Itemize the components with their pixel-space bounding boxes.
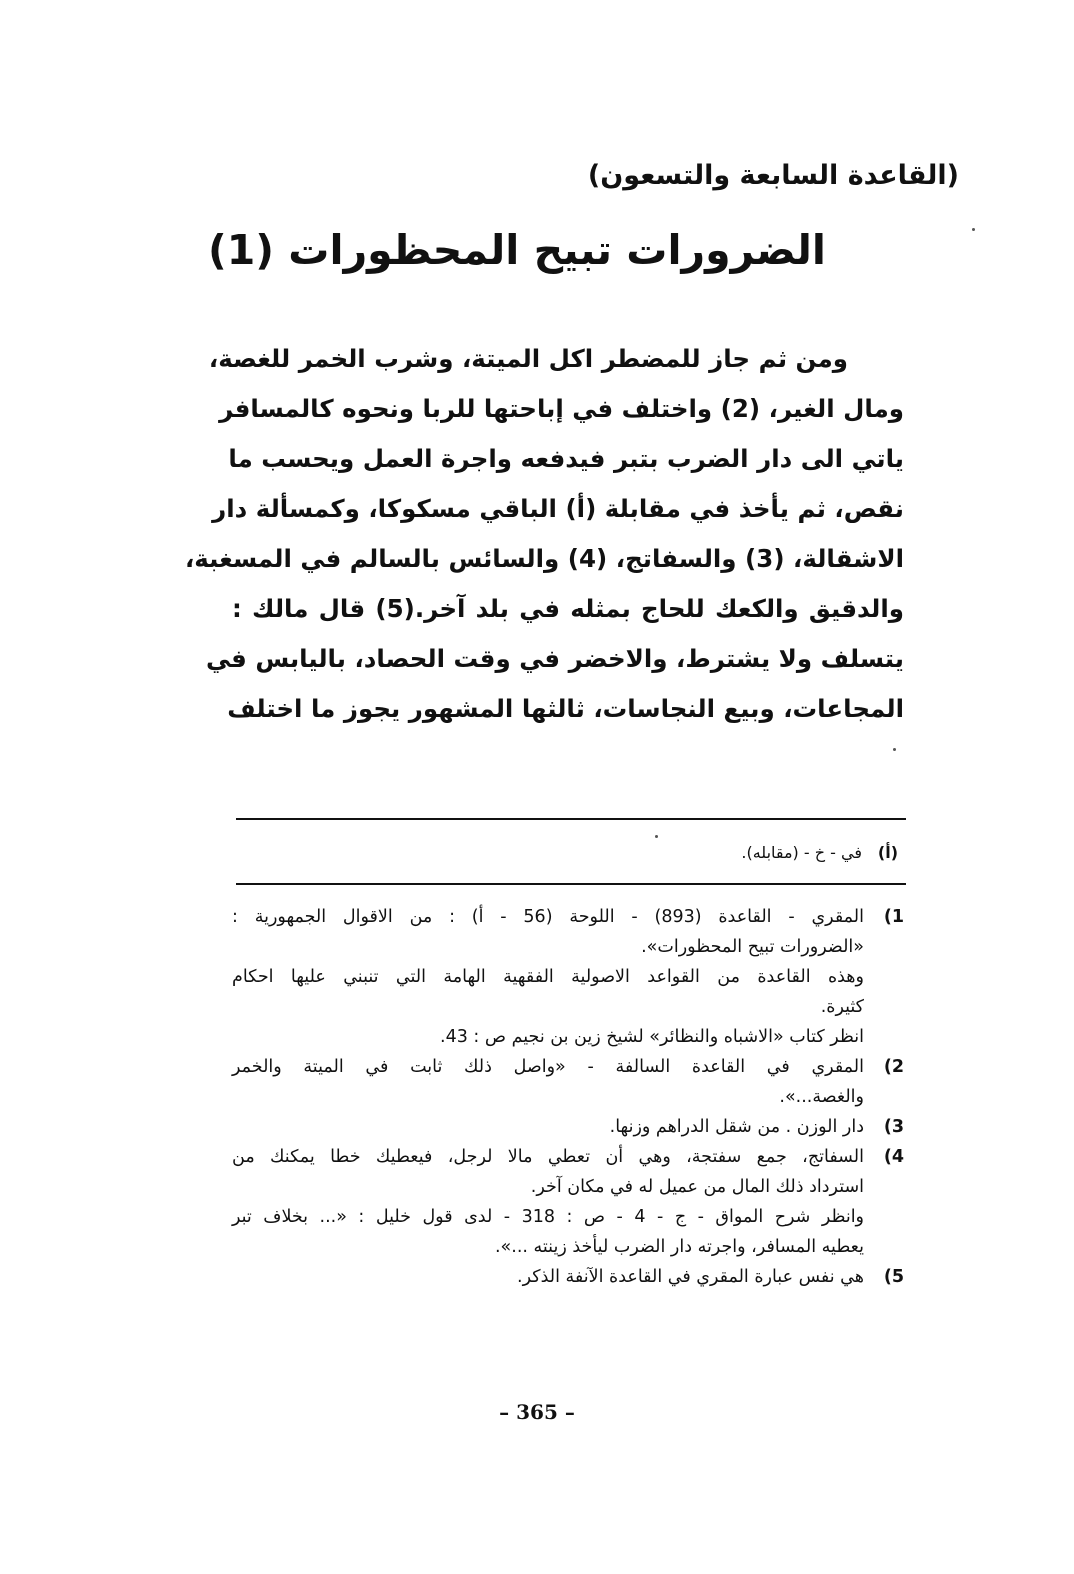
footnote-2: [232, 1052, 904, 1112]
footnote-divider-top: [236, 818, 906, 820]
footnote-body: [232, 902, 864, 1052]
body-paragraph: [184, 334, 904, 734]
variant-note-label: (أ): [877, 843, 898, 862]
footnote-number: 3): [883, 1117, 904, 1137]
footnote-line: استرداد ذلك المال من عميل له في مكان آخر.: [530, 1177, 864, 1197]
footnote-line: المقري في القاعدة السالفة - «واصل ذلك ثابت في الميتة والخمر: [232, 1057, 864, 1077]
body-line: الاشقالة، (3) والسفاتج، (4) والسائس بالسالم في المسغبة،: [184, 544, 904, 573]
footnote-number: 1): [883, 907, 904, 927]
footnote-body: [232, 1142, 864, 1262]
scan-speck: [655, 835, 658, 838]
footnote-3: [232, 1112, 904, 1142]
footnote-line: والغصة...».: [779, 1087, 864, 1107]
footnote-divider-bottom: [236, 883, 906, 885]
footnote-number: 4): [883, 1147, 904, 1167]
footnote-line: يعطيه المسافر، واجرته دار الضرب ليأخذ زينته ...».: [494, 1237, 864, 1257]
scan-speck: [893, 748, 896, 751]
body-line: ياتي الى دار الضرب بتبر فيدفعه واجرة العمل ويحسب ما: [228, 444, 904, 473]
footnote-line: المقري - القاعدة (893) - اللوحة (56 - أ) : من الاقوال الجمهورية :: [232, 907, 864, 927]
footnote-body: [232, 1262, 864, 1292]
footnote-line: وهذه القاعدة من القواعد الاصولية الفقهية الهامة التي تنبني عليها احكام: [232, 967, 864, 987]
footnotes: [232, 902, 904, 1292]
footnote-body: [232, 1052, 864, 1112]
footnote-line: دار الوزن . من شقل الدراهم وزنها.: [609, 1117, 864, 1137]
footnote-1: [232, 902, 904, 1052]
body-line: ومن ثم جاز للمضطر اكل الميتة، وشرب الخمر للغصة،: [208, 344, 848, 373]
variant-note-text: في - خ - (مقابله).: [741, 843, 862, 862]
footnote-line: السفاتج، جمع سفتجة، وهي أن تعطي مالا لرجل، فيعطيك خطا يمكنك من: [232, 1147, 864, 1167]
scan-speck: [972, 228, 975, 231]
footnote-line: كثيرة.: [820, 997, 864, 1017]
body-line: ومال الغير، (2) واختلف في إباحتها للربا ونحوه كالمسافر: [219, 394, 904, 423]
page-title: الضرورات تبيح المحظورات (1): [208, 226, 826, 274]
section-label: (القاعدة السابعة والتسعون): [587, 160, 959, 191]
footnote-4: [232, 1142, 904, 1262]
footnote-line: انظر كتاب «الاشباه والنظائر» لشيخ زين بن نجيم ص : 43.: [440, 1027, 864, 1047]
footnote-number: 2): [883, 1057, 904, 1077]
footnote-line: «الضرورات تبيح المحظورات».: [641, 937, 864, 957]
body-line: نقص، ثم يأخذ في مقابلة (أ) الباقي مسكوكا، وكمسألة دار: [212, 494, 904, 523]
footnote-line: هي نفس عبارة المقري في القاعدة الآنفة الذكر.: [517, 1267, 864, 1287]
footnote-body: [232, 1112, 864, 1142]
body-line: المجاعات، وبيع النجاسات، ثالثها المشهور يجوز ما اختلف: [227, 694, 904, 723]
footnote-number: 5): [883, 1267, 904, 1287]
page-number: – 365 –: [499, 1400, 575, 1424]
footnote-5: [232, 1262, 904, 1292]
footnote-line: وانظر شرح المواق - ج - 4 - ص : 318 - لدى قول خليل : «... بخلاف تبر: [232, 1207, 865, 1227]
body-line: والدقيق والكعك للحاج بمثله في بلد آخر.(5) قال مالك :: [232, 594, 904, 623]
body-line: يتسلف ولا يشترط، والاخضر في وقت الحصاد، باليابس في: [205, 644, 904, 673]
